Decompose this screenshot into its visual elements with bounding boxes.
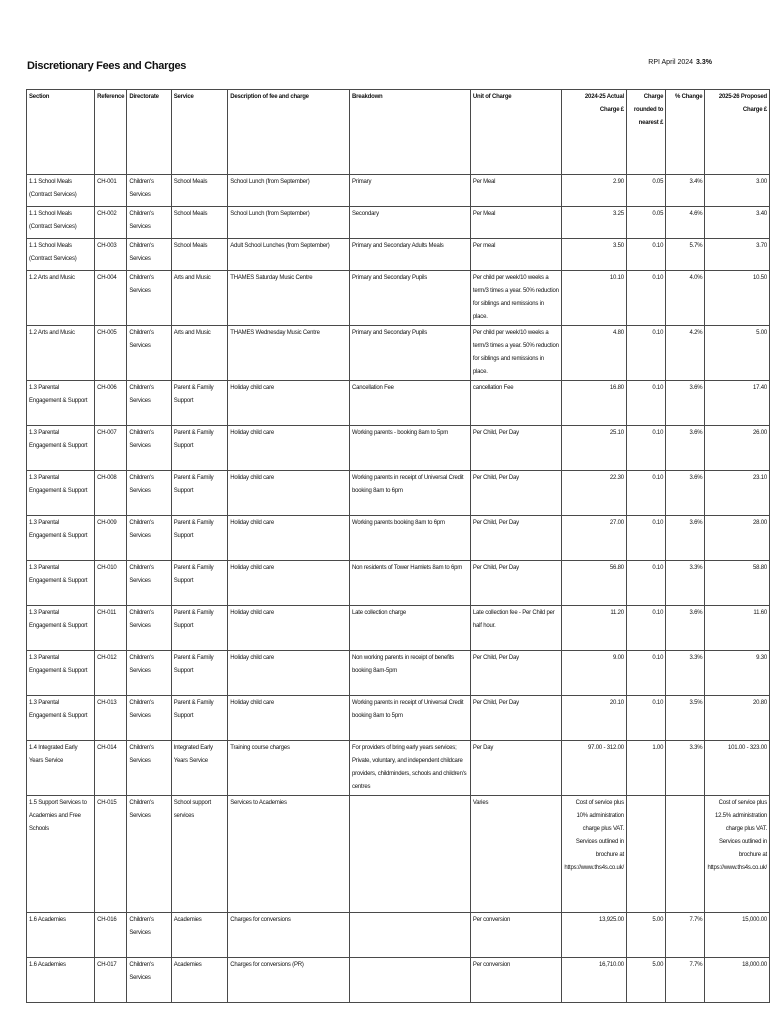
cell-service: Parent & Family Support (171, 516, 228, 561)
page-title: Discretionary Fees and Charges (27, 60, 187, 72)
cell-actual-charge: Cost of service plus 10% administration charge plus VAT. Services outlined in brochure at https://www.ths4s.co.uk/ (562, 796, 627, 913)
cell-directorate: Children's Services (127, 913, 171, 958)
cell-actual-charge: 3.25 (562, 207, 627, 239)
cell-charge-rounded: 0.10 (626, 696, 665, 741)
cell-breakdown: Primary and Secondary Adults Meals (349, 239, 470, 271)
cell-unit: Per conversion (470, 913, 561, 958)
cell-breakdown: Primary and Secondary Pupils (349, 271, 470, 326)
cell-pct-change: 3.6% (666, 381, 705, 426)
cell-pct-change (666, 796, 705, 913)
cell-directorate: Children's Services (127, 207, 171, 239)
cell-unit: Varies (470, 796, 561, 913)
col-header-charge-rounded: Charge rounded to nearest £ (626, 90, 665, 175)
cell-description: Charges for conversions (PR) (228, 958, 350, 1003)
cell-breakdown: Working parents in receipt of Universal Credit booking 8am to 5pm (349, 696, 470, 741)
cell-charge-rounded: 0.10 (626, 651, 665, 696)
cell-section: 1.3 Parental Engagement & Support (27, 516, 95, 561)
cell-unit: Per Child, Per Day (470, 561, 561, 606)
cell-section: 1.3 Parental Engagement & Support (27, 696, 95, 741)
cell-service: Arts and Music (171, 271, 228, 326)
cell-actual-charge: 22.30 (562, 471, 627, 516)
col-header-reference: Reference (95, 90, 127, 175)
table-row (27, 326, 770, 381)
cell-actual-charge: 16.80 (562, 381, 627, 426)
cell-proposed-charge: Cost of service plus 12.5% administration charge plus VAT. Services outlined in brochure at https://www.ths4s.co.uk/ (705, 796, 770, 913)
cell-proposed-charge: 28.00 (705, 516, 770, 561)
cell-breakdown: Late collection charge (349, 606, 470, 651)
cell-directorate: Children's Services (127, 651, 171, 696)
cell-charge-rounded: 0.10 (626, 516, 665, 561)
cell-pct-change: 3.3% (666, 561, 705, 606)
cell-section: 1.1 School Meals (Contract Services) (27, 175, 95, 207)
table-row (27, 913, 770, 958)
table-row (27, 606, 770, 651)
cell-section: 1.3 Parental Engagement & Support (27, 426, 95, 471)
table-row (27, 651, 770, 696)
cell-breakdown: For providers of bring early years services; Private, voluntary, and independent childcare providers, childminders, schools and children's centres (349, 741, 470, 796)
col-header-service: Service (171, 90, 228, 175)
cell-directorate: Children's Services (127, 561, 171, 606)
cell-service: Academies (171, 958, 228, 1003)
col-header-pct-change: % Change (666, 90, 705, 175)
table-row (27, 516, 770, 561)
cell-description: Holiday child care (228, 516, 350, 561)
col-header-description: Description of fee and charge (228, 90, 350, 175)
cell-description: Services to Academies (228, 796, 350, 913)
cell-section: 1.6 Academies (27, 958, 95, 1003)
cell-proposed-charge: 17.40 (705, 381, 770, 426)
cell-charge-rounded: 0.10 (626, 561, 665, 606)
cell-reference: CH-017 (95, 958, 127, 1003)
cell-proposed-charge: 3.40 (705, 207, 770, 239)
cell-service: School Meals (171, 207, 228, 239)
cell-unit: Per Child, Per Day (470, 471, 561, 516)
cell-pct-change: 4.6% (666, 207, 705, 239)
cell-reference: CH-002 (95, 207, 127, 239)
cell-directorate: Children's Services (127, 326, 171, 381)
cell-proposed-charge: 10.50 (705, 271, 770, 326)
col-header-actual-charge: 2024-25 Actual Charge £ (562, 90, 627, 175)
cell-directorate: Children's Services (127, 381, 171, 426)
rpi-label: RPI April 2024 (648, 59, 694, 66)
cell-description: THAMES Wednesday Music Centre (228, 326, 350, 381)
cell-directorate: Children's Services (127, 796, 171, 913)
table-header-row (27, 90, 770, 175)
cell-proposed-charge: 26.00 (705, 426, 770, 471)
cell-breakdown (349, 796, 470, 913)
cell-directorate: Children's Services (127, 426, 171, 471)
cell-directorate: Children's Services (127, 696, 171, 741)
table-row (27, 239, 770, 271)
cell-directorate: Children's Services (127, 741, 171, 796)
cell-breakdown: Working parents booking 8am to 6pm (349, 516, 470, 561)
cell-breakdown: Primary and Secondary Pupils (349, 326, 470, 381)
col-header-breakdown: Breakdown (349, 90, 470, 175)
cell-section: 1.4 Integrated Early Years Service (27, 741, 95, 796)
cell-section: 1.1 School Meals (Contract Services) (27, 239, 95, 271)
cell-unit: cancellation Fee (470, 381, 561, 426)
cell-proposed-charge: 15,000.00 (705, 913, 770, 958)
cell-breakdown: Secondary (349, 207, 470, 239)
cell-reference: CH-013 (95, 696, 127, 741)
cell-section: 1.2 Arts and Music (27, 271, 95, 326)
cell-section: 1.3 Parental Engagement & Support (27, 651, 95, 696)
cell-reference: CH-007 (95, 426, 127, 471)
cell-description: Adult School Lunches (from September) (228, 239, 350, 271)
cell-breakdown: Cancellation Fee (349, 381, 470, 426)
cell-pct-change: 3.6% (666, 471, 705, 516)
table-row (27, 271, 770, 326)
cell-directorate: Children's Services (127, 516, 171, 561)
cell-proposed-charge: 58.80 (705, 561, 770, 606)
cell-description: Holiday child care (228, 696, 350, 741)
cell-breakdown: Primary (349, 175, 470, 207)
cell-charge-rounded: 1.00 (626, 741, 665, 796)
cell-section: 1.3 Parental Engagement & Support (27, 471, 95, 516)
cell-charge-rounded: 0.10 (626, 471, 665, 516)
cell-directorate: Children's Services (127, 175, 171, 207)
cell-actual-charge: 20.10 (562, 696, 627, 741)
cell-pct-change: 3.4% (666, 175, 705, 207)
cell-description: Training course charges (228, 741, 350, 796)
col-header-unit: Unit of Charge (470, 90, 561, 175)
cell-charge-rounded: 0.10 (626, 326, 665, 381)
table-row (27, 207, 770, 239)
cell-reference: CH-008 (95, 471, 127, 516)
cell-service: Parent & Family Support (171, 696, 228, 741)
cell-section: 1.5 Support Services to Academies and Free Schools (27, 796, 95, 913)
cell-description: School Lunch (from September) (228, 175, 350, 207)
cell-description: Holiday child care (228, 606, 350, 651)
cell-breakdown (349, 913, 470, 958)
cell-unit: Per Meal (470, 207, 561, 239)
cell-directorate: Children's Services (127, 271, 171, 326)
cell-pct-change: 3.3% (666, 741, 705, 796)
cell-pct-change: 4.2% (666, 326, 705, 381)
cell-breakdown: Working parents in receipt of Universal Credit booking 8am to 6pm (349, 471, 470, 516)
cell-reference: CH-014 (95, 741, 127, 796)
table-row (27, 426, 770, 471)
cell-breakdown (349, 958, 470, 1003)
cell-actual-charge: 11.20 (562, 606, 627, 651)
cell-service: School Meals (171, 175, 228, 207)
cell-service: Academies (171, 913, 228, 958)
cell-unit: Per Child, Per Day (470, 651, 561, 696)
col-header-section: Section (27, 90, 95, 175)
cell-charge-rounded: 0.10 (626, 271, 665, 326)
cell-proposed-charge: 5.00 (705, 326, 770, 381)
cell-actual-charge: 16,710.00 (562, 958, 627, 1003)
cell-reference: CH-006 (95, 381, 127, 426)
cell-description: School Lunch (from September) (228, 207, 350, 239)
cell-service: Integrated Early Years Service (171, 741, 228, 796)
cell-pct-change: 3.6% (666, 606, 705, 651)
cell-unit: Per Child, Per Day (470, 426, 561, 471)
cell-description: Holiday child care (228, 471, 350, 516)
cell-reference: CH-009 (95, 516, 127, 561)
table-row (27, 471, 770, 516)
cell-charge-rounded: 0.10 (626, 606, 665, 651)
cell-service: Parent & Family Support (171, 471, 228, 516)
cell-proposed-charge: 23.10 (705, 471, 770, 516)
cell-pct-change: 3.6% (666, 426, 705, 471)
cell-actual-charge: 10.10 (562, 271, 627, 326)
cell-description: Holiday child care (228, 651, 350, 696)
col-header-proposed-charge: 2025-26 Proposed Charge £ (705, 90, 770, 175)
cell-service: School support services (171, 796, 228, 913)
cell-service: Parent & Family Support (171, 381, 228, 426)
cell-charge-rounded: 5.00 (626, 913, 665, 958)
cell-charge-rounded: 0.05 (626, 175, 665, 207)
cell-proposed-charge: 9.30 (705, 651, 770, 696)
rpi-value: 3.3% (696, 59, 712, 66)
table-row (27, 741, 770, 796)
cell-charge-rounded: 0.05 (626, 207, 665, 239)
table-row (27, 696, 770, 741)
cell-actual-charge: 2.90 (562, 175, 627, 207)
cell-service: School Meals (171, 239, 228, 271)
cell-directorate: Children's Services (127, 606, 171, 651)
cell-proposed-charge: 101.00 - 323.00 (705, 741, 770, 796)
cell-service: Parent & Family Support (171, 561, 228, 606)
cell-unit: Per Day (470, 741, 561, 796)
cell-pct-change: 4.0% (666, 271, 705, 326)
cell-actual-charge: 3.50 (562, 239, 627, 271)
cell-pct-change: 5.7% (666, 239, 705, 271)
table-row (27, 175, 770, 207)
cell-description: Charges for conversions (228, 913, 350, 958)
cell-proposed-charge: 11.60 (705, 606, 770, 651)
table-row (27, 958, 770, 1003)
table-row (27, 796, 770, 913)
cell-section: 1.2 Arts and Music (27, 326, 95, 381)
cell-directorate: Children's Services (127, 471, 171, 516)
cell-unit: Per conversion (470, 958, 561, 1003)
cell-unit: Per Child, Per Day (470, 696, 561, 741)
cell-actual-charge: 4.80 (562, 326, 627, 381)
cell-description: THAMES Saturday Music Centre (228, 271, 350, 326)
cell-section: 1.3 Parental Engagement & Support (27, 381, 95, 426)
cell-reference: CH-015 (95, 796, 127, 913)
cell-reference: CH-011 (95, 606, 127, 651)
cell-actual-charge: 9.00 (562, 651, 627, 696)
cell-pct-change: 3.6% (666, 516, 705, 561)
rpi-indicator (648, 59, 712, 66)
cell-actual-charge: 25.10 (562, 426, 627, 471)
cell-pct-change: 7.7% (666, 958, 705, 1003)
cell-directorate: Children's Services (127, 239, 171, 271)
cell-proposed-charge: 18,000.00 (705, 958, 770, 1003)
cell-reference: CH-004 (95, 271, 127, 326)
fees-table (26, 89, 770, 1003)
cell-reference: CH-016 (95, 913, 127, 958)
cell-section: 1.1 School Meals (Contract Services) (27, 207, 95, 239)
cell-service: Parent & Family Support (171, 606, 228, 651)
col-header-directorate: Directorate (127, 90, 171, 175)
cell-service: Parent & Family Support (171, 651, 228, 696)
cell-charge-rounded: 0.10 (626, 239, 665, 271)
cell-reference: CH-003 (95, 239, 127, 271)
cell-proposed-charge: 3.00 (705, 175, 770, 207)
cell-actual-charge: 13,925.00 (562, 913, 627, 958)
cell-description: Holiday child care (228, 426, 350, 471)
cell-actual-charge: 97.00 - 312.00 (562, 741, 627, 796)
cell-description: Holiday child care (228, 381, 350, 426)
cell-directorate: Children's Services (127, 958, 171, 1003)
cell-charge-rounded (626, 796, 665, 913)
cell-unit: Late collection fee - Per Child per half hour. (470, 606, 561, 651)
cell-breakdown: Non working parents in receipt of benefits booking 8am-5pm (349, 651, 470, 696)
cell-unit: Per child per week/10 weeks a term/3 times a year. 50% reduction for siblings and remissions in place. (470, 326, 561, 381)
cell-section: 1.3 Parental Engagement & Support (27, 606, 95, 651)
cell-proposed-charge: 3.70 (705, 239, 770, 271)
cell-proposed-charge: 20.80 (705, 696, 770, 741)
cell-service: Arts and Music (171, 326, 228, 381)
cell-charge-rounded: 0.10 (626, 426, 665, 471)
cell-section: 1.3 Parental Engagement & Support (27, 561, 95, 606)
cell-pct-change: 3.3% (666, 651, 705, 696)
cell-unit: Per meal (470, 239, 561, 271)
cell-reference: CH-010 (95, 561, 127, 606)
cell-section: 1.6 Academies (27, 913, 95, 958)
cell-unit: Per Child, Per Day (470, 516, 561, 561)
cell-unit: Per child per week/10 weeks a term/3 times a year. 50% reduction for siblings and remissions in place. (470, 271, 561, 326)
table-row (27, 561, 770, 606)
cell-charge-rounded: 0.10 (626, 381, 665, 426)
cell-unit: Per Meal (470, 175, 561, 207)
cell-breakdown: Non residents of Tower Hamlets 8am to 6pm (349, 561, 470, 606)
table-row (27, 381, 770, 426)
cell-description: Holiday child care (228, 561, 350, 606)
cell-reference: CH-012 (95, 651, 127, 696)
cell-service: Parent & Family Support (171, 426, 228, 471)
cell-pct-change: 3.5% (666, 696, 705, 741)
cell-actual-charge: 27.00 (562, 516, 627, 561)
cell-actual-charge: 56.80 (562, 561, 627, 606)
cell-reference: CH-001 (95, 175, 127, 207)
cell-pct-change: 7.7% (666, 913, 705, 958)
cell-reference: CH-005 (95, 326, 127, 381)
cell-charge-rounded: 5.00 (626, 958, 665, 1003)
cell-breakdown: Working parents - booking 8am to 5pm (349, 426, 470, 471)
